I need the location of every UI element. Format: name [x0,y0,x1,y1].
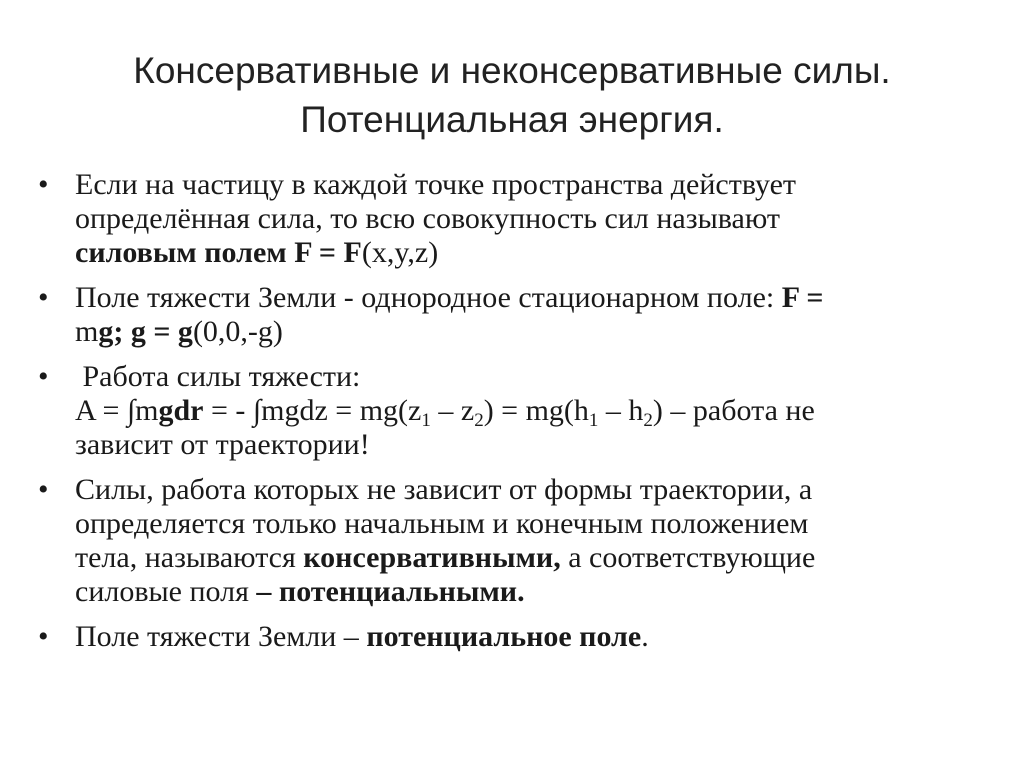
integral-symbol: ∫ [252,394,262,427]
text-fragment: m [75,315,99,348]
bullet-dot-icon: • [38,620,49,653]
bold-term: силовым полем F = F [75,236,362,269]
text-line [75,620,968,654]
bullet-item-potential-field [38,620,968,654]
bold-term: потенциальное поле [366,620,642,653]
bullet-item-conservative-forces [38,473,968,609]
integral-symbol: ∫ [126,394,136,427]
bold-term: консервативными, [303,541,561,574]
bullet-dot-icon: • [38,168,49,201]
text-fragment: m [135,394,159,427]
bold-term: gdr [158,394,204,427]
bullet-dot-icon: • [38,281,49,314]
subscript: 2 [474,410,484,431]
text-fragment: а соответствующие [560,541,816,574]
bold-term: F = [781,281,824,314]
text-fragment: (x,y,z) [361,236,439,269]
bullet-item-gravity-field [38,281,968,349]
text-line [75,236,968,270]
text-fragment: – z [430,394,475,427]
text-fragment: Поле тяжести Земли – [75,620,367,653]
text-fragment: ) – работа не [652,394,815,427]
text-fragment: . [641,620,649,653]
text-fragment: – h [598,394,644,427]
text-fragment: Поле тяжести Земли - однородное стационарном поле: [75,281,782,314]
title-line-1: Консервативные и неконсервативные силы. [133,50,891,91]
text-fragment: mgdz = mg(z [261,394,422,427]
bullet-item-gravity-work [38,360,968,462]
text-line: Если на частицу в каждой точке пространства действует [75,168,796,201]
text-fragment: (0,0,-g) [192,315,283,348]
text-fragment: A = [75,394,127,427]
bullet-item-force-field [38,168,968,270]
text-line: Работа силы тяжести: [75,360,361,393]
text-line: Силы, работа которых не зависит от формы траектории, а [75,473,813,506]
text-fragment: ) = mg(h [483,394,589,427]
subscript: 1 [421,410,431,431]
bullet-list [38,168,968,665]
bullet-dot-icon: • [38,360,49,393]
bullet-dot-icon: • [38,473,49,506]
text-fragment: = - [203,394,253,427]
text-line [75,315,968,349]
text-fragment: силовые поля [75,575,257,608]
text-line: зависит от траектории! [75,428,370,461]
text-fragment: тела, называются [75,541,304,574]
bold-term: g; g = g [98,315,193,348]
slide-title [60,46,964,144]
text-line [75,575,968,609]
subscript: 1 [588,410,599,431]
bold-term: – потенциальными. [256,575,525,608]
formula-line [75,394,968,431]
text-line: определяется только начальным и конечным положением [75,507,809,540]
title-line-2: Потенциальная энергия. [300,99,724,140]
text-line [75,281,968,315]
text-line [75,541,968,575]
text-line: определённая сила, то всю совокупность сил называют [75,202,780,235]
subscript: 2 [643,410,653,431]
